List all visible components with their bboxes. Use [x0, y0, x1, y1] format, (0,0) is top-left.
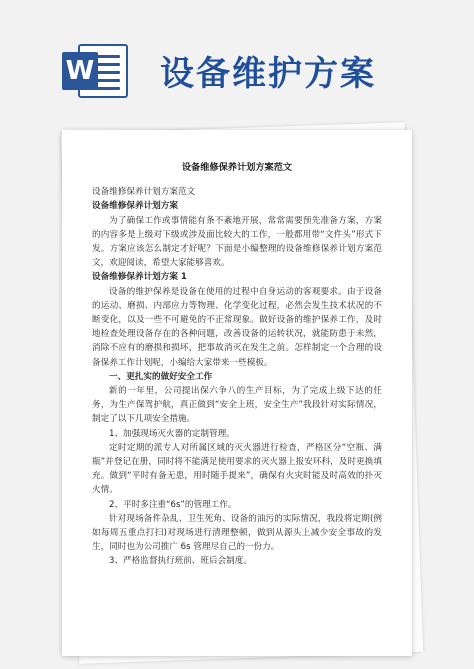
paragraph: 设备的维护保养是设备在使用的过程中自身运动的客观要求。由于设备的运动、磨损、内部应力等物理、化学变化过程，必然会发生技术状况的不断变化，以及一些不可避免的不正常现象。做好设备的维护保养工作，及时地检查处理设备存在的各种问题，改善设备的运转状况，就能防患于未然，消除不应有的磨损和损坏，把事故消灭在发生之前。怎样制定一个合理的设备保养工作计划呢，小编给大家带来一些模板。 [92, 286, 382, 368]
paragraph: 1、加强现场灭火器的定制管理。 [109, 428, 235, 439]
document-title: 设备维修保养计划方案范文 [181, 162, 293, 173]
section-heading: 一、更扎实的做好安全工作 [109, 371, 213, 382]
paragraph: 设备维修保养计划方案范文 [92, 187, 196, 198]
paragraph: 3、严格监督执行班前、班后会制度。 [109, 556, 252, 567]
paragraph: 定时定期的派专人对所属区域的灭火器进行检查，严格区分“空瓶、满瓶”并登记在册，同时将不能满足使用要求的灭火器上报安环科，及时更换填充。做到“平时有备无患，用时随手提来”，确保有火灾时能及时高效的扑灭火情。 [92, 442, 382, 496]
document-body [92, 185, 382, 568]
word-logo-letter: W [62, 52, 98, 90]
header-banner [0, 0, 474, 118]
word-document-icon [62, 40, 130, 100]
paragraph: 新的一年里，公司提出保六争八的生产目标，为了完成上级下达的任务，为生产保驾护航，真正做到“安全上班，安全生产”我段针对实际情况，制定了以下几项安全措施。 [92, 386, 382, 425]
section-heading: 设备维修保养计划方案 1 [92, 272, 187, 283]
document-page [62, 130, 412, 656]
paragraph: 2、平时多注重“6s”的管理工作。 [109, 499, 237, 510]
page-title: 设备维护方案 [160, 54, 376, 94]
section-heading: 设备维修保养计划方案 [92, 201, 178, 212]
paragraph: 针对现场备件杂乱、卫生死角、设备的油污的实际情况，我段将定期(例如每周五重点打扫)对现场进行清理整顿，做到从源头上减少安全事故的发生，同时也为公司推广 6s 管理尽自己的一份力。 [92, 513, 382, 553]
paragraph: 为了确保工作或事情能有条不紊地开展，常常需要预先准备方案，方案的内容多是上级对下级或涉及面比较大的工作，一般都用带“文件头”形式下发。方案应该怎么制定才好呢？下面是小编整理的设备维修保养计划方案范文，欢迎阅读，希望大家能够喜欢。 [92, 215, 382, 269]
